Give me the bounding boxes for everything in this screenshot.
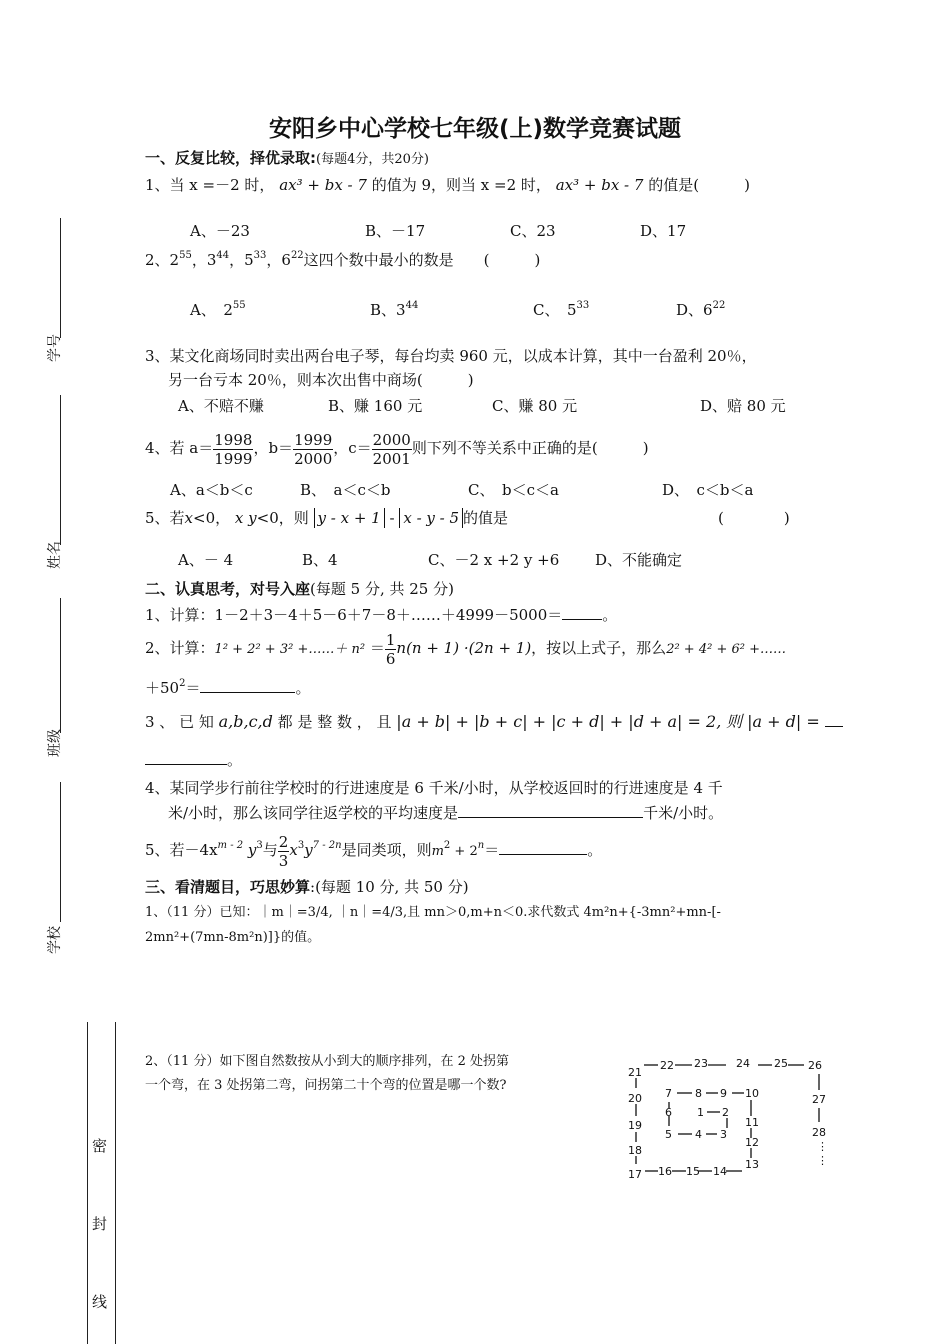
q1-2-option-a bbox=[190, 300, 246, 320]
q1-1-expr2: ax³ + bx - 7 bbox=[555, 176, 644, 194]
q1-2-opt-b-label: B、3 bbox=[370, 301, 406, 319]
section3-note: :(每题 10 分, 共 50 分) bbox=[310, 878, 469, 896]
q2-3-answer-blank-part2[interactable] bbox=[145, 750, 227, 765]
q1-5-option-c: C、－2 x +2 y +6 bbox=[428, 551, 560, 569]
q2-5-x: x bbox=[289, 841, 298, 859]
q2-2-rhs: n(n + 1) ·(2n + 1) bbox=[396, 639, 532, 657]
spiral-n-6: 6 bbox=[665, 1106, 672, 1119]
q1-4-f3d: 2001 bbox=[372, 449, 411, 468]
q1-4-f2n: 1999 bbox=[294, 430, 333, 449]
q1-2-e2: 44 bbox=[216, 250, 230, 261]
q2-5-e3: 3 bbox=[297, 840, 305, 851]
q2-5-frac bbox=[278, 833, 290, 870]
spiral-number-diagram bbox=[620, 1050, 840, 1190]
page-title: 安阳乡中心学校七年级(上)数学竞赛试题 bbox=[268, 116, 682, 142]
q1-2-e4: 22 bbox=[290, 250, 304, 261]
q1-1-text-a: 1、当 x =－2 时， bbox=[145, 176, 275, 194]
spiral-n-2: 2 bbox=[722, 1106, 729, 1119]
q1-2-opt-a-exp: 55 bbox=[232, 300, 246, 311]
q1-2-e3: 33 bbox=[253, 250, 267, 261]
q1-4-option-c: C、 b＜c＜a bbox=[468, 481, 559, 499]
q2-2-frac bbox=[385, 631, 397, 668]
spiral-dots-2: ⋮ bbox=[817, 1154, 828, 1167]
q1-1-option-c: C、23 bbox=[510, 222, 556, 240]
q1-3-line1: 3、某文化商场同时卖出两台电子琴，每台均卖 960 元，以成本计算，其中一台盈利 20％， bbox=[145, 347, 757, 365]
q1-3-option-c: C、赚 80 元 bbox=[492, 397, 578, 415]
q1-2-e1: 55 bbox=[179, 250, 192, 261]
q1-5-xy: x y bbox=[234, 509, 257, 527]
seal-char-mi: 密 bbox=[92, 1137, 108, 1155]
q1-1-option-a: A、－23 bbox=[190, 222, 250, 240]
q1-4-b: ，b＝ bbox=[253, 439, 294, 457]
seal-char-feng: 封 bbox=[92, 1215, 108, 1233]
q2-2-end: 。 bbox=[295, 679, 311, 697]
q1-4-f1d: 1999 bbox=[214, 449, 253, 468]
q1-5-option-b: B、4 bbox=[302, 551, 338, 569]
q1-2-e: 这四个数中最小的数是 ( ) bbox=[303, 251, 541, 269]
q1-5-a: 5、若 bbox=[145, 509, 185, 527]
q2-2-line2b: ＝ bbox=[185, 679, 201, 697]
q1-5-option-d: D、不能确定 bbox=[595, 551, 683, 569]
q1-1-option-d: D、17 bbox=[640, 222, 687, 240]
q1-1-text-c: 的值是( ) bbox=[648, 176, 750, 194]
q2-2-sum2: 2² + 4² + 6² +…… bbox=[666, 642, 786, 657]
q3-2-line2: 一个弯，在 3 处拐第二弯，问拐第二十个弯的位置是哪一个数? bbox=[145, 1078, 507, 1093]
spiral-n-19: 19 bbox=[628, 1119, 642, 1132]
spiral-n-23: 23 bbox=[694, 1057, 708, 1070]
spiral-dots-1: ⋮ bbox=[817, 1140, 828, 1153]
spiral-n-24: 24 bbox=[736, 1057, 750, 1070]
q2-5-e5: 2 bbox=[443, 840, 451, 851]
q2-5-answer-blank[interactable] bbox=[499, 840, 587, 855]
q2-4-line2 bbox=[168, 803, 723, 823]
q2-4-line2b: 千米/小时。 bbox=[643, 804, 724, 822]
spiral-n-9: 9 bbox=[720, 1087, 727, 1100]
q2-5-e6: n bbox=[477, 840, 485, 851]
spiral-n-4: 4 bbox=[695, 1128, 702, 1141]
spiral-n-22: 22 bbox=[660, 1059, 674, 1072]
q2-5-fn: 2 bbox=[278, 832, 289, 851]
q1-4-option-a: A、a＜b＜c bbox=[170, 481, 253, 499]
q1-2-option-c bbox=[533, 300, 589, 320]
question-2-5 bbox=[145, 832, 602, 870]
spiral-n-13: 13 bbox=[745, 1158, 759, 1171]
q2-4-answer-blank[interactable] bbox=[458, 803, 643, 818]
margin-line-2 bbox=[60, 395, 61, 545]
q1-3-option-a: A、不赔不赚 bbox=[178, 397, 264, 415]
margin-label-student-id: 学号 bbox=[47, 334, 63, 362]
spiral-n-12: 12 bbox=[745, 1136, 759, 1149]
section1-note: (每题4分，共20分) bbox=[316, 152, 429, 167]
q1-1-option-b: B、－17 bbox=[365, 222, 426, 240]
q1-2-opt-c-exp: 33 bbox=[576, 300, 590, 311]
q1-4-frac-a bbox=[213, 431, 253, 468]
q2-5-plus: + 2 bbox=[450, 844, 478, 859]
q1-1-text-b: 的值为 9，则当 x =2 时， bbox=[371, 176, 551, 194]
q2-5-e1: m - 2 bbox=[217, 840, 244, 851]
q1-4-c: ，c＝ bbox=[333, 439, 372, 457]
q2-3-vars: a,b,c,d bbox=[218, 712, 273, 731]
q1-5-paren: ( ) bbox=[718, 509, 790, 527]
spiral-n-26: 26 bbox=[808, 1059, 822, 1072]
q1-4-frac-b bbox=[293, 431, 333, 468]
q2-5-m: m bbox=[431, 844, 444, 859]
q1-2-opt-a-label: A、 2 bbox=[190, 301, 233, 319]
seal-line-inner bbox=[115, 1022, 116, 1344]
q2-4-line1: 4、某同学步行前往学校时的行进速度是 6 千米/小时，从学校返回时的行进速度是 4 千 bbox=[145, 779, 723, 797]
q2-2-line2sup: 2 bbox=[179, 678, 186, 689]
section1-title: 一、反复比较，择优录取: bbox=[145, 149, 316, 167]
spiral-n-7: 7 bbox=[665, 1087, 672, 1100]
q1-2-opt-c-label: C、 5 bbox=[533, 301, 577, 319]
q2-3-eq: |a + b| + |b + c| + |c + d| + |d + a| = 2, bbox=[396, 712, 722, 731]
q2-5-a: 5、若－4x bbox=[145, 841, 218, 859]
q3-1-line2: 2mn²+(7mn-8m²n)]}的值。 bbox=[145, 930, 321, 945]
q2-2-sum: 1² + 2² + 3² +……＋ n² bbox=[214, 642, 366, 657]
question-1-5 bbox=[145, 508, 508, 528]
q1-2-c: ，5 bbox=[229, 251, 254, 269]
spiral-n-21: 21 bbox=[628, 1066, 642, 1079]
spiral-n-8: 8 bbox=[695, 1087, 702, 1100]
q2-4-line2a: 米/小时，那么该同学往返学校的平均速度是 bbox=[168, 804, 459, 822]
section3-title: 三、看清题目，巧思妙算 bbox=[145, 878, 311, 896]
spiral-n-16: 16 bbox=[658, 1165, 672, 1178]
seal-char-xian: 线 bbox=[92, 1293, 108, 1311]
spiral-n-5: 5 bbox=[665, 1128, 672, 1141]
q2-5-end: 。 bbox=[587, 841, 603, 859]
q1-4-option-d: D、 c＜b＜a bbox=[662, 481, 754, 499]
q2-1-text: 1、计算：1－2＋3－4＋5－6＋7－8＋……＋4999－5000＝ bbox=[145, 606, 563, 624]
q1-2-opt-d-label: D、6 bbox=[676, 301, 713, 319]
q2-3-line2 bbox=[145, 750, 242, 770]
q2-1-answer-blank[interactable] bbox=[562, 605, 602, 620]
section2-note: (每题 5 分, 共 25 分) bbox=[310, 580, 454, 598]
margin-line-4 bbox=[60, 782, 61, 922]
section3-heading bbox=[145, 877, 469, 897]
spiral-n-27: 27 bbox=[812, 1093, 826, 1106]
q2-5-y: y bbox=[247, 841, 257, 859]
q1-2-a: 2、2 bbox=[145, 251, 180, 269]
q2-2-eq: ＝ bbox=[369, 639, 385, 657]
q1-4-d: 则下列不等关系中正确的是( ) bbox=[411, 439, 649, 457]
spiral-n-15: 15 bbox=[686, 1165, 700, 1178]
q1-2-opt-b-exp: 44 bbox=[405, 300, 419, 311]
q2-2-line2a: ＋50 bbox=[145, 679, 180, 697]
q2-2-line2 bbox=[145, 678, 311, 698]
q2-5-fd: 3 bbox=[278, 851, 289, 870]
q2-5-b: 与 bbox=[262, 841, 278, 859]
margin-line-1 bbox=[60, 218, 61, 338]
spiral-n-20: 20 bbox=[628, 1092, 642, 1105]
spiral-n-14: 14 bbox=[713, 1165, 727, 1178]
section1-heading bbox=[145, 148, 429, 170]
question-2-3 bbox=[145, 712, 843, 732]
question-2-2 bbox=[145, 630, 786, 668]
q1-5-option-a: A、－ 4 bbox=[178, 551, 234, 569]
q2-2-answer-blank[interactable] bbox=[200, 678, 295, 693]
spiral-n-25: 25 bbox=[774, 1057, 788, 1070]
q2-1-end: 。 bbox=[602, 606, 618, 624]
q2-5-y2: y bbox=[304, 841, 313, 859]
q2-2-a: 2、计算： bbox=[145, 639, 215, 657]
q2-2-fn: 1 bbox=[385, 630, 396, 649]
seal-line-outer bbox=[87, 1022, 88, 1344]
q1-5-x: x bbox=[184, 509, 194, 527]
margin-label-class: 班级 bbox=[47, 729, 63, 757]
question-2-1 bbox=[145, 605, 617, 625]
spiral-n-3: 3 bbox=[720, 1128, 727, 1141]
margin-label-name: 姓名 bbox=[47, 541, 63, 569]
section2-title: 二、认真思考，对号入座 bbox=[145, 580, 311, 598]
q2-5-e2: 3 bbox=[256, 840, 263, 851]
q1-4-f3n: 2000 bbox=[372, 430, 411, 449]
q2-3-end: 。 bbox=[227, 751, 243, 769]
q1-2-option-b bbox=[370, 300, 418, 320]
q1-5-abs1: y - x + 1 bbox=[314, 508, 385, 528]
q2-5-c: 是同类项，则 bbox=[341, 841, 432, 859]
q2-2-b: ，按以上式子，那么 bbox=[531, 639, 667, 657]
q1-4-a: 4、若 a＝ bbox=[145, 439, 214, 457]
q1-2-option-d bbox=[676, 300, 725, 320]
spiral-n-17: 17 bbox=[628, 1168, 642, 1181]
question-1-4 bbox=[145, 430, 649, 468]
q1-2-opt-d-exp: 22 bbox=[712, 300, 726, 311]
question-1-1 bbox=[145, 175, 750, 195]
q1-1-expr1: ax³ + bx - 7 bbox=[279, 176, 367, 194]
q1-4-f2d: 2000 bbox=[294, 449, 333, 468]
q1-5-b: <0， bbox=[193, 509, 231, 527]
q2-3-answer-blank-part1[interactable] bbox=[825, 712, 843, 727]
q1-3-line2: 另一台亏本 20％，则本次出售中商场( ) bbox=[168, 371, 474, 389]
spiral-labels bbox=[628, 1057, 828, 1181]
question-1-2 bbox=[145, 250, 540, 270]
spiral-n-11: 11 bbox=[745, 1116, 759, 1129]
margin-label-school: 学校 bbox=[47, 926, 63, 954]
q1-2-d: ，6 bbox=[266, 251, 291, 269]
q1-4-option-b: B、 a＜c＜b bbox=[300, 481, 391, 499]
q1-5-minus: - bbox=[389, 509, 395, 527]
section2-heading bbox=[145, 579, 454, 599]
spiral-n-28: 28 bbox=[812, 1126, 826, 1139]
q2-3-then: 则 |a + d| = bbox=[726, 712, 820, 731]
q3-1-line1: 1、（11 分）已知：｜m｜=3/4, ｜n｜=4/3,且 mn＞0,m+n＜0.求代数式 4m²n+{-3mn²+mn-[- bbox=[145, 905, 721, 920]
q1-3-option-b: B、赚 160 元 bbox=[328, 397, 423, 415]
spiral-n-18: 18 bbox=[628, 1144, 642, 1157]
q1-2-b: ，3 bbox=[191, 251, 217, 269]
margin-line-3 bbox=[60, 598, 61, 733]
q3-2-line1: 2、（11 分）如下图自然数按从小到大的顺序排列，在 2 处拐第 bbox=[145, 1054, 509, 1069]
q1-4-f1n: 1998 bbox=[214, 430, 253, 449]
q2-5-e4: 7 - 2n bbox=[312, 840, 342, 851]
spiral-n-1: 1 bbox=[697, 1106, 704, 1119]
q1-5-c: <0，则 bbox=[256, 509, 309, 527]
q2-3-a: 3 、 已 知 bbox=[145, 713, 214, 731]
q1-5-d: 的值是 bbox=[463, 509, 509, 527]
q2-2-fd: 6 bbox=[385, 649, 396, 668]
q1-3-option-d: D、赔 80 元 bbox=[700, 397, 786, 415]
q2-5-d: ＝ bbox=[484, 841, 500, 859]
q2-3-b: 都 是 整 数 ， 且 bbox=[277, 713, 392, 731]
q1-4-frac-c bbox=[372, 431, 412, 468]
spiral-n-10: 10 bbox=[745, 1087, 759, 1100]
q1-5-abs2: x - y - 5 bbox=[399, 508, 463, 528]
